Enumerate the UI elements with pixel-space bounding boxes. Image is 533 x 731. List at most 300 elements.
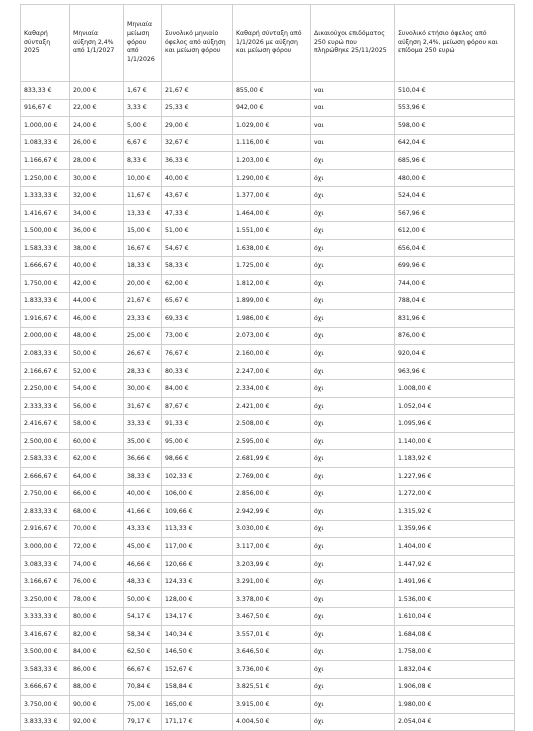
- cell-monthly-tax-reduction: 38,33 €: [124, 468, 162, 486]
- cell-total-annual-benefit: 1.052,04 €: [395, 397, 515, 415]
- cell-allowance-eligible: όχι: [311, 292, 395, 310]
- cell-net-pension-2026: 1.638,00 €: [233, 239, 311, 257]
- table-row: [21, 169, 515, 187]
- cell-total-monthly-benefit: 106,00 €: [162, 485, 233, 503]
- cell-total-monthly-benefit: 146,50 €: [162, 643, 233, 661]
- cell-total-annual-benefit: 1.447,92 €: [395, 555, 515, 573]
- cell-net-pension-2026: 2.769,00 €: [233, 468, 311, 486]
- cell-total-annual-benefit: 1.227,96 €: [395, 468, 515, 486]
- cell-monthly-increase: 46,00 €: [70, 310, 124, 328]
- table-row: [21, 257, 515, 275]
- cell-total-monthly-benefit: 102,33 €: [162, 468, 233, 486]
- cell-total-monthly-benefit: 76,67 €: [162, 345, 233, 363]
- cell-total-monthly-benefit: 62,00 €: [162, 275, 233, 293]
- cell-monthly-increase: 42,00 €: [70, 275, 124, 293]
- table-row: [21, 362, 515, 380]
- cell-allowance-eligible: όχι: [311, 169, 395, 187]
- cell-net-pension-2025: 3.666,67 €: [21, 678, 70, 696]
- cell-monthly-tax-reduction: 25,00 €: [124, 327, 162, 345]
- cell-total-annual-benefit: 567,96 €: [395, 204, 515, 222]
- cell-total-monthly-benefit: 152,67 €: [162, 661, 233, 679]
- cell-net-pension-2025: 1.250,00 €: [21, 169, 70, 187]
- cell-net-pension-2025: 1.000,00 €: [21, 117, 70, 135]
- cell-allowance-eligible: ναι: [311, 82, 395, 100]
- cell-net-pension-2026: 3.557,01 €: [233, 625, 311, 643]
- table-row: [21, 713, 515, 731]
- cell-net-pension-2025: 2.416,67 €: [21, 415, 70, 433]
- cell-monthly-increase: 88,00 €: [70, 678, 124, 696]
- cell-net-pension-2025: 2.500,00 €: [21, 432, 70, 450]
- header-net-pension-2025: Καθαρή σύνταξη 2025: [21, 5, 70, 82]
- cell-net-pension-2025: 2.833,33 €: [21, 503, 70, 521]
- cell-total-annual-benefit: 598,00 €: [395, 117, 515, 135]
- table-row: [21, 538, 515, 556]
- cell-total-annual-benefit: 1.315,92 €: [395, 503, 515, 521]
- cell-monthly-tax-reduction: 23,33 €: [124, 310, 162, 328]
- cell-net-pension-2025: 1.916,67 €: [21, 310, 70, 328]
- table-row: [21, 520, 515, 538]
- table-row: [21, 397, 515, 415]
- cell-monthly-tax-reduction: 54,17 €: [124, 608, 162, 626]
- cell-monthly-increase: 56,00 €: [70, 397, 124, 415]
- cell-total-annual-benefit: 2.054,04 €: [395, 713, 515, 731]
- table-row: [21, 678, 515, 696]
- cell-net-pension-2026: 2.160,00 €: [233, 345, 311, 363]
- cell-allowance-eligible: όχι: [311, 608, 395, 626]
- cell-allowance-eligible: όχι: [311, 696, 395, 714]
- cell-allowance-eligible: ναι: [311, 99, 395, 117]
- cell-total-monthly-benefit: 171,17 €: [162, 713, 233, 731]
- table-row: [21, 117, 515, 135]
- table-row: [21, 590, 515, 608]
- cell-total-monthly-benefit: 29,00 €: [162, 117, 233, 135]
- cell-net-pension-2026: 3.291,00 €: [233, 573, 311, 591]
- cell-total-monthly-benefit: 32,67 €: [162, 134, 233, 152]
- cell-monthly-tax-reduction: 28,33 €: [124, 362, 162, 380]
- table-row: [21, 643, 515, 661]
- table-row: [21, 555, 515, 573]
- cell-net-pension-2026: 1.551,00 €: [233, 222, 311, 240]
- cell-monthly-increase: 84,00 €: [70, 643, 124, 661]
- header-allowance-eligible: Δικαιούχοι επιδόματος 250 ευρώ που πληρώθηκε 25/11/2025: [311, 5, 395, 82]
- cell-allowance-eligible: όχι: [311, 152, 395, 170]
- header-monthly-increase: Μηνιαία αύξηση 2,4% από 1/1/2027: [70, 5, 124, 82]
- cell-monthly-increase: 50,00 €: [70, 345, 124, 363]
- cell-allowance-eligible: όχι: [311, 538, 395, 556]
- cell-net-pension-2025: 1.333,33 €: [21, 187, 70, 205]
- cell-net-pension-2025: 2.916,67 €: [21, 520, 70, 538]
- cell-total-annual-benefit: 1.906,08 €: [395, 678, 515, 696]
- cell-total-annual-benefit: 642,04 €: [395, 134, 515, 152]
- cell-monthly-increase: 86,00 €: [70, 661, 124, 679]
- cell-net-pension-2026: 1.464,00 €: [233, 204, 311, 222]
- table-row: [21, 275, 515, 293]
- cell-total-annual-benefit: 553,96 €: [395, 99, 515, 117]
- cell-monthly-increase: 40,00 €: [70, 257, 124, 275]
- cell-total-annual-benefit: 963,96 €: [395, 362, 515, 380]
- cell-net-pension-2025: 1.416,67 €: [21, 204, 70, 222]
- cell-allowance-eligible: όχι: [311, 380, 395, 398]
- cell-total-monthly-benefit: 120,66 €: [162, 555, 233, 573]
- cell-monthly-tax-reduction: 35,00 €: [124, 432, 162, 450]
- cell-total-monthly-benefit: 128,00 €: [162, 590, 233, 608]
- cell-allowance-eligible: όχι: [311, 625, 395, 643]
- cell-monthly-increase: 78,00 €: [70, 590, 124, 608]
- cell-monthly-tax-reduction: 13,33 €: [124, 204, 162, 222]
- cell-total-annual-benefit: 876,00 €: [395, 327, 515, 345]
- cell-monthly-tax-reduction: 70,84 €: [124, 678, 162, 696]
- cell-monthly-tax-reduction: 58,34 €: [124, 625, 162, 643]
- cell-net-pension-2026: 2.508,00 €: [233, 415, 311, 433]
- cell-monthly-increase: 58,00 €: [70, 415, 124, 433]
- cell-monthly-tax-reduction: 18,33 €: [124, 257, 162, 275]
- cell-monthly-tax-reduction: 20,00 €: [124, 275, 162, 293]
- cell-allowance-eligible: όχι: [311, 327, 395, 345]
- cell-allowance-eligible: όχι: [311, 257, 395, 275]
- cell-monthly-increase: 90,00 €: [70, 696, 124, 714]
- cell-net-pension-2025: 3.083,33 €: [21, 555, 70, 573]
- cell-total-monthly-benefit: 158,84 €: [162, 678, 233, 696]
- table-header: [21, 5, 515, 82]
- cell-net-pension-2025: 2.000,00 €: [21, 327, 70, 345]
- pension-table-container: [20, 4, 514, 731]
- cell-total-annual-benefit: 1.404,00 €: [395, 538, 515, 556]
- table-row: [21, 310, 515, 328]
- cell-total-annual-benefit: 480,00 €: [395, 169, 515, 187]
- cell-total-annual-benefit: 744,00 €: [395, 275, 515, 293]
- cell-net-pension-2026: 2.421,00 €: [233, 397, 311, 415]
- table-row: [21, 625, 515, 643]
- header-total-annual-benefit: Συνολικό ετήσιο όφελος από αύξηση 2,4%, μείωση φόρου και επίδομα 250 ευρώ: [395, 5, 515, 82]
- cell-monthly-increase: 60,00 €: [70, 432, 124, 450]
- cell-net-pension-2026: 3.915,00 €: [233, 696, 311, 714]
- cell-allowance-eligible: όχι: [311, 555, 395, 573]
- table-row: [21, 187, 515, 205]
- cell-monthly-increase: 26,00 €: [70, 134, 124, 152]
- cell-total-monthly-benefit: 47,33 €: [162, 204, 233, 222]
- cell-total-annual-benefit: 788,04 €: [395, 292, 515, 310]
- cell-total-monthly-benefit: 140,34 €: [162, 625, 233, 643]
- cell-allowance-eligible: όχι: [311, 275, 395, 293]
- cell-monthly-increase: 52,00 €: [70, 362, 124, 380]
- cell-net-pension-2025: 2.666,67 €: [21, 468, 70, 486]
- cell-monthly-tax-reduction: 26,67 €: [124, 345, 162, 363]
- table-row: [21, 608, 515, 626]
- cell-total-annual-benefit: 1.183,92 €: [395, 450, 515, 468]
- table-body: [21, 82, 515, 731]
- header-monthly-tax-reduction: Μηνιαία μείωση φόρου από 1/1/2026: [124, 5, 162, 82]
- table-row: [21, 380, 515, 398]
- cell-monthly-increase: 34,00 €: [70, 204, 124, 222]
- cell-monthly-tax-reduction: 66,67 €: [124, 661, 162, 679]
- cell-monthly-tax-reduction: 31,67 €: [124, 397, 162, 415]
- header-net-pension-2026: Καθαρή σύνταξη από 1/1/2026 με αύξηση και μείωση φόρου: [233, 5, 311, 82]
- cell-net-pension-2025: 2.083,33 €: [21, 345, 70, 363]
- cell-monthly-increase: 68,00 €: [70, 503, 124, 521]
- cell-allowance-eligible: όχι: [311, 362, 395, 380]
- table-row: [21, 345, 515, 363]
- cell-allowance-eligible: όχι: [311, 222, 395, 240]
- cell-net-pension-2026: 1.899,00 €: [233, 292, 311, 310]
- cell-total-annual-benefit: 1.140,00 €: [395, 432, 515, 450]
- cell-monthly-increase: 32,00 €: [70, 187, 124, 205]
- cell-total-monthly-benefit: 69,33 €: [162, 310, 233, 328]
- cell-monthly-increase: 28,00 €: [70, 152, 124, 170]
- cell-net-pension-2026: 942,00 €: [233, 99, 311, 117]
- cell-monthly-tax-reduction: 21,67 €: [124, 292, 162, 310]
- cell-monthly-tax-reduction: 62,50 €: [124, 643, 162, 661]
- cell-total-monthly-benefit: 25,33 €: [162, 99, 233, 117]
- cell-monthly-tax-reduction: 50,00 €: [124, 590, 162, 608]
- cell-allowance-eligible: όχι: [311, 713, 395, 731]
- cell-total-monthly-benefit: 91,33 €: [162, 415, 233, 433]
- cell-net-pension-2026: 2.856,00 €: [233, 485, 311, 503]
- header-row: [21, 5, 515, 82]
- cell-monthly-increase: 76,00 €: [70, 573, 124, 591]
- cell-monthly-tax-reduction: 43,33 €: [124, 520, 162, 538]
- cell-monthly-tax-reduction: 40,00 €: [124, 485, 162, 503]
- cell-total-monthly-benefit: 80,33 €: [162, 362, 233, 380]
- cell-net-pension-2025: 3.250,00 €: [21, 590, 70, 608]
- cell-monthly-increase: 54,00 €: [70, 380, 124, 398]
- cell-total-monthly-benefit: 40,00 €: [162, 169, 233, 187]
- cell-net-pension-2025: 1.666,67 €: [21, 257, 70, 275]
- pension-table: [20, 4, 515, 731]
- cell-monthly-increase: 64,00 €: [70, 468, 124, 486]
- cell-net-pension-2026: 3.203,99 €: [233, 555, 311, 573]
- cell-total-annual-benefit: 1.832,04 €: [395, 661, 515, 679]
- cell-total-monthly-benefit: 84,00 €: [162, 380, 233, 398]
- table-row: [21, 450, 515, 468]
- cell-net-pension-2026: 1.203,00 €: [233, 152, 311, 170]
- cell-total-monthly-benefit: 21,67 €: [162, 82, 233, 100]
- cell-total-annual-benefit: 699,96 €: [395, 257, 515, 275]
- cell-total-monthly-benefit: 134,17 €: [162, 608, 233, 626]
- cell-monthly-tax-reduction: 8,33 €: [124, 152, 162, 170]
- cell-allowance-eligible: όχι: [311, 485, 395, 503]
- cell-net-pension-2025: 1.166,67 €: [21, 152, 70, 170]
- cell-total-monthly-benefit: 73,00 €: [162, 327, 233, 345]
- cell-net-pension-2026: 1.290,00 €: [233, 169, 311, 187]
- cell-total-annual-benefit: 1.980,00 €: [395, 696, 515, 714]
- header-total-monthly-benefit: Συνολικό μηνιαίο όφελος από αύξηση και μείωση φόρου: [162, 5, 233, 82]
- cell-monthly-increase: 24,00 €: [70, 117, 124, 135]
- cell-monthly-tax-reduction: 16,67 €: [124, 239, 162, 257]
- cell-monthly-tax-reduction: 3,33 €: [124, 99, 162, 117]
- cell-net-pension-2026: 1.725,00 €: [233, 257, 311, 275]
- cell-net-pension-2025: 3.583,33 €: [21, 661, 70, 679]
- cell-net-pension-2026: 3.030,00 €: [233, 520, 311, 538]
- cell-allowance-eligible: όχι: [311, 415, 395, 433]
- table-row: [21, 99, 515, 117]
- cell-total-monthly-benefit: 165,00 €: [162, 696, 233, 714]
- cell-monthly-tax-reduction: 10,00 €: [124, 169, 162, 187]
- cell-allowance-eligible: όχι: [311, 204, 395, 222]
- cell-monthly-tax-reduction: 79,17 €: [124, 713, 162, 731]
- cell-monthly-tax-reduction: 1,67 €: [124, 82, 162, 100]
- cell-total-annual-benefit: 656,04 €: [395, 239, 515, 257]
- cell-net-pension-2026: 3.825,51 €: [233, 678, 311, 696]
- cell-total-monthly-benefit: 54,67 €: [162, 239, 233, 257]
- cell-net-pension-2026: 2.595,00 €: [233, 432, 311, 450]
- cell-allowance-eligible: όχι: [311, 432, 395, 450]
- cell-monthly-tax-reduction: 15,00 €: [124, 222, 162, 240]
- table-row: [21, 573, 515, 591]
- cell-net-pension-2025: 1.750,00 €: [21, 275, 70, 293]
- cell-total-monthly-benefit: 58,33 €: [162, 257, 233, 275]
- cell-net-pension-2026: 2.073,00 €: [233, 327, 311, 345]
- cell-monthly-tax-reduction: 33,33 €: [124, 415, 162, 433]
- cell-monthly-tax-reduction: 6,67 €: [124, 134, 162, 152]
- cell-net-pension-2025: 833,33 €: [21, 82, 70, 100]
- cell-total-monthly-benefit: 124,33 €: [162, 573, 233, 591]
- cell-monthly-increase: 48,00 €: [70, 327, 124, 345]
- cell-monthly-tax-reduction: 75,00 €: [124, 696, 162, 714]
- cell-net-pension-2026: 3.736,00 €: [233, 661, 311, 679]
- table-row: [21, 485, 515, 503]
- table-row: [21, 415, 515, 433]
- cell-total-annual-benefit: 831,96 €: [395, 310, 515, 328]
- cell-net-pension-2025: 3.833,33 €: [21, 713, 70, 731]
- cell-allowance-eligible: όχι: [311, 520, 395, 538]
- table-row: [21, 134, 515, 152]
- cell-net-pension-2025: 1.083,33 €: [21, 134, 70, 152]
- cell-allowance-eligible: όχι: [311, 310, 395, 328]
- table-row: [21, 327, 515, 345]
- cell-monthly-tax-reduction: 45,00 €: [124, 538, 162, 556]
- cell-net-pension-2025: 2.750,00 €: [21, 485, 70, 503]
- cell-total-monthly-benefit: 87,67 €: [162, 397, 233, 415]
- cell-monthly-increase: 22,00 €: [70, 99, 124, 117]
- cell-total-monthly-benefit: 51,00 €: [162, 222, 233, 240]
- cell-monthly-increase: 82,00 €: [70, 625, 124, 643]
- cell-net-pension-2025: 916,67 €: [21, 99, 70, 117]
- cell-monthly-increase: 66,00 €: [70, 485, 124, 503]
- cell-net-pension-2026: 3.378,00 €: [233, 590, 311, 608]
- cell-total-monthly-benefit: 36,33 €: [162, 152, 233, 170]
- cell-monthly-increase: 92,00 €: [70, 713, 124, 731]
- cell-total-monthly-benefit: 117,00 €: [162, 538, 233, 556]
- cell-total-annual-benefit: 1.095,96 €: [395, 415, 515, 433]
- cell-allowance-eligible: ναι: [311, 117, 395, 135]
- table-row: [21, 432, 515, 450]
- cell-total-annual-benefit: 1.008,00 €: [395, 380, 515, 398]
- cell-net-pension-2025: 3.750,00 €: [21, 696, 70, 714]
- cell-allowance-eligible: όχι: [311, 239, 395, 257]
- table-row: [21, 239, 515, 257]
- cell-monthly-tax-reduction: 30,00 €: [124, 380, 162, 398]
- cell-net-pension-2026: 855,00 €: [233, 82, 311, 100]
- cell-total-monthly-benefit: 109,66 €: [162, 503, 233, 521]
- cell-allowance-eligible: όχι: [311, 345, 395, 363]
- cell-monthly-tax-reduction: 36,66 €: [124, 450, 162, 468]
- table-row: [21, 82, 515, 100]
- cell-net-pension-2026: 2.942,99 €: [233, 503, 311, 521]
- cell-monthly-tax-reduction: 5,00 €: [124, 117, 162, 135]
- cell-allowance-eligible: όχι: [311, 450, 395, 468]
- cell-total-monthly-benefit: 65,67 €: [162, 292, 233, 310]
- cell-monthly-increase: 74,00 €: [70, 555, 124, 573]
- cell-total-annual-benefit: 685,96 €: [395, 152, 515, 170]
- cell-net-pension-2026: 4.004,50 €: [233, 713, 311, 731]
- cell-net-pension-2025: 1.583,33 €: [21, 239, 70, 257]
- cell-monthly-tax-reduction: 11,67 €: [124, 187, 162, 205]
- cell-allowance-eligible: όχι: [311, 661, 395, 679]
- cell-allowance-eligible: όχι: [311, 187, 395, 205]
- cell-total-annual-benefit: 1.684,08 €: [395, 625, 515, 643]
- cell-net-pension-2026: 1.377,00 €: [233, 187, 311, 205]
- cell-total-monthly-benefit: 95,00 €: [162, 432, 233, 450]
- table-row: [21, 222, 515, 240]
- cell-net-pension-2025: 1.500,00 €: [21, 222, 70, 240]
- cell-total-annual-benefit: 1.359,96 €: [395, 520, 515, 538]
- cell-monthly-tax-reduction: 48,33 €: [124, 573, 162, 591]
- cell-monthly-increase: 20,00 €: [70, 82, 124, 100]
- cell-net-pension-2026: 3.117,00 €: [233, 538, 311, 556]
- cell-monthly-increase: 30,00 €: [70, 169, 124, 187]
- cell-net-pension-2025: 1.833,33 €: [21, 292, 70, 310]
- cell-monthly-tax-reduction: 41,66 €: [124, 503, 162, 521]
- cell-total-annual-benefit: 1.491,96 €: [395, 573, 515, 591]
- cell-allowance-eligible: όχι: [311, 573, 395, 591]
- table-row: [21, 468, 515, 486]
- table-row: [21, 292, 515, 310]
- cell-net-pension-2026: 3.646,50 €: [233, 643, 311, 661]
- cell-net-pension-2025: 3.333,33 €: [21, 608, 70, 626]
- cell-net-pension-2026: 3.467,50 €: [233, 608, 311, 626]
- cell-net-pension-2026: 1.812,00 €: [233, 275, 311, 293]
- cell-monthly-increase: 62,00 €: [70, 450, 124, 468]
- cell-total-annual-benefit: 510,04 €: [395, 82, 515, 100]
- cell-monthly-increase: 80,00 €: [70, 608, 124, 626]
- cell-net-pension-2025: 3.500,00 €: [21, 643, 70, 661]
- cell-net-pension-2026: 1.986,00 €: [233, 310, 311, 328]
- table-row: [21, 152, 515, 170]
- cell-total-annual-benefit: 612,00 €: [395, 222, 515, 240]
- cell-total-annual-benefit: 1.610,04 €: [395, 608, 515, 626]
- cell-allowance-eligible: όχι: [311, 643, 395, 661]
- cell-total-annual-benefit: 524,04 €: [395, 187, 515, 205]
- cell-monthly-increase: 36,00 €: [70, 222, 124, 240]
- cell-total-monthly-benefit: 113,33 €: [162, 520, 233, 538]
- cell-total-monthly-benefit: 98,66 €: [162, 450, 233, 468]
- table-row: [21, 503, 515, 521]
- cell-total-annual-benefit: 1.536,00 €: [395, 590, 515, 608]
- cell-net-pension-2025: 3.000,00 €: [21, 538, 70, 556]
- cell-monthly-increase: 72,00 €: [70, 538, 124, 556]
- cell-net-pension-2025: 3.416,67 €: [21, 625, 70, 643]
- table-row: [21, 204, 515, 222]
- cell-total-annual-benefit: 1.272,00 €: [395, 485, 515, 503]
- cell-total-annual-benefit: 920,04 €: [395, 345, 515, 363]
- cell-net-pension-2026: 1.116,00 €: [233, 134, 311, 152]
- cell-net-pension-2025: 2.333,33 €: [21, 397, 70, 415]
- cell-net-pension-2026: 2.334,00 €: [233, 380, 311, 398]
- cell-net-pension-2026: 2.681,99 €: [233, 450, 311, 468]
- cell-net-pension-2026: 2.247,00 €: [233, 362, 311, 380]
- cell-allowance-eligible: ναι: [311, 134, 395, 152]
- cell-monthly-increase: 70,00 €: [70, 520, 124, 538]
- cell-total-monthly-benefit: 43,67 €: [162, 187, 233, 205]
- cell-allowance-eligible: όχι: [311, 590, 395, 608]
- cell-net-pension-2025: 2.166,67 €: [21, 362, 70, 380]
- cell-total-annual-benefit: 1.758,00 €: [395, 643, 515, 661]
- cell-allowance-eligible: όχι: [311, 503, 395, 521]
- cell-allowance-eligible: όχι: [311, 468, 395, 486]
- cell-monthly-increase: 38,00 €: [70, 239, 124, 257]
- cell-allowance-eligible: όχι: [311, 678, 395, 696]
- cell-monthly-tax-reduction: 46,66 €: [124, 555, 162, 573]
